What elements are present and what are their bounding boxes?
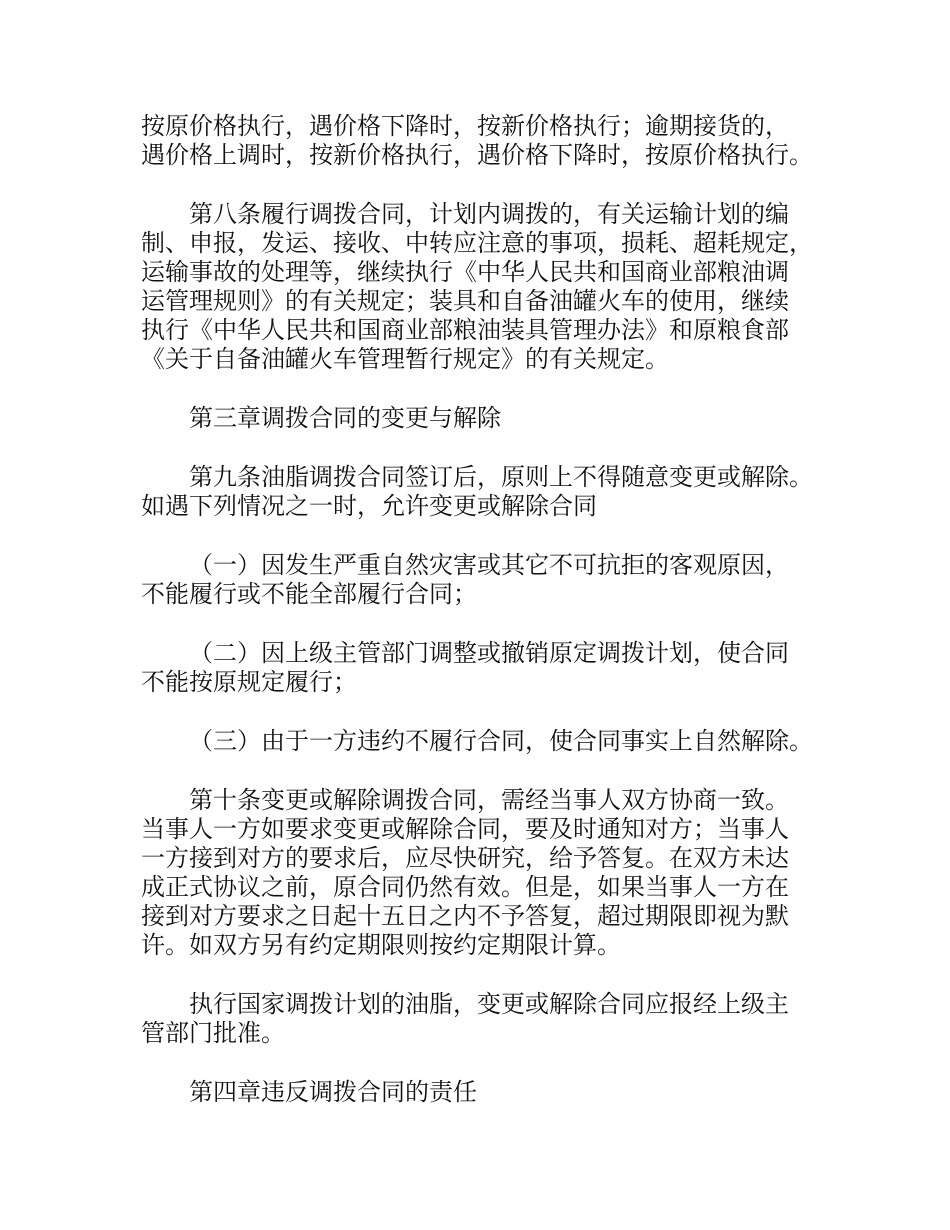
paragraph-article-8 xyxy=(141,200,841,374)
text-line: 运管理规则》的有关规定；装具和自备油罐火车的使用，继续 xyxy=(141,287,789,315)
text-line: 不能履行或不能全部履行合同； xyxy=(141,580,477,608)
chapter-4-heading xyxy=(141,1078,841,1107)
text-line: （三）由于一方违约不履行合同，使合同事实上自然解除。 xyxy=(189,727,813,755)
text-line: 第九条油脂调拨合同签订后，原则上不得随意变更或解除。 xyxy=(189,463,813,491)
paragraph-article-10 xyxy=(141,786,841,960)
paragraph-price-execution xyxy=(141,112,841,170)
chapter-3-heading xyxy=(141,404,841,433)
paragraph-article-9 xyxy=(141,463,841,521)
text-line: 第十条变更或解除调拨合同，需经当事人双方协商一致。 xyxy=(189,786,789,814)
text-line: 不能按原规定履行； xyxy=(141,668,357,696)
text-line: 运输事故的处理等，继续执行《中华人民共和国商业部粮油调 xyxy=(141,258,789,286)
text-line: （一）因发生严重自然灾害或其它不可抗拒的客观原因， xyxy=(189,551,789,579)
text-line: 遇价格上调时，按新价格执行，遇价格下降时，按原价格执行。 xyxy=(141,141,813,169)
text-line: 当事人一方如要求变更或解除合同，要及时通知对方；当事人 xyxy=(141,815,789,843)
text-line: 接到对方要求之日起十五日之内不予答复，超过期限即视为默 xyxy=(141,902,789,930)
text-line: 管部门批准。 xyxy=(141,1019,285,1047)
paragraph-item-3 xyxy=(141,727,841,756)
text-line: （二）因上级主管部门调整或撤销原定调拨计划，使合同 xyxy=(189,639,789,667)
text-line: 第四章违反调拨合同的责任 xyxy=(189,1078,477,1106)
text-line: 执行国家调拨计划的油脂，变更或解除合同应报经上级主 xyxy=(189,990,789,1018)
paragraph-item-2 xyxy=(141,639,841,697)
text-line: 《关于自备油罐火车管理暂行规定》的有关规定。 xyxy=(141,345,669,373)
text-line: 成正式协议之前，原合同仍然有效。但是，如果当事人一方在 xyxy=(141,873,789,901)
text-line: 如遇下列情况之一时，允许变更或解除合同 xyxy=(141,492,597,520)
text-line: 执行《中华人民共和国商业部粮油装具管理办法》和原粮食部 xyxy=(141,316,789,344)
text-line: 许。如双方另有约定期限则按约定期限计算。 xyxy=(141,931,621,959)
text-line: 按原价格执行，遇价格下降时，按新价格执行；逾期接货的， xyxy=(141,112,789,140)
text-line: 第八条履行调拨合同，计划内调拨的，有关运输计划的编 xyxy=(189,200,789,228)
text-line: 制、申报，发运、接收、中转应注意的事项，损耗、超耗规定， xyxy=(141,229,813,257)
paragraph-state-plan-approval xyxy=(141,990,841,1048)
text-line: 第三章调拨合同的变更与解除 xyxy=(189,404,501,432)
text-line: 一方接到对方的要求后，应尽快研究，给予答复。在双方未达 xyxy=(141,844,789,872)
document-page xyxy=(141,112,841,1137)
paragraph-item-1 xyxy=(141,551,841,609)
